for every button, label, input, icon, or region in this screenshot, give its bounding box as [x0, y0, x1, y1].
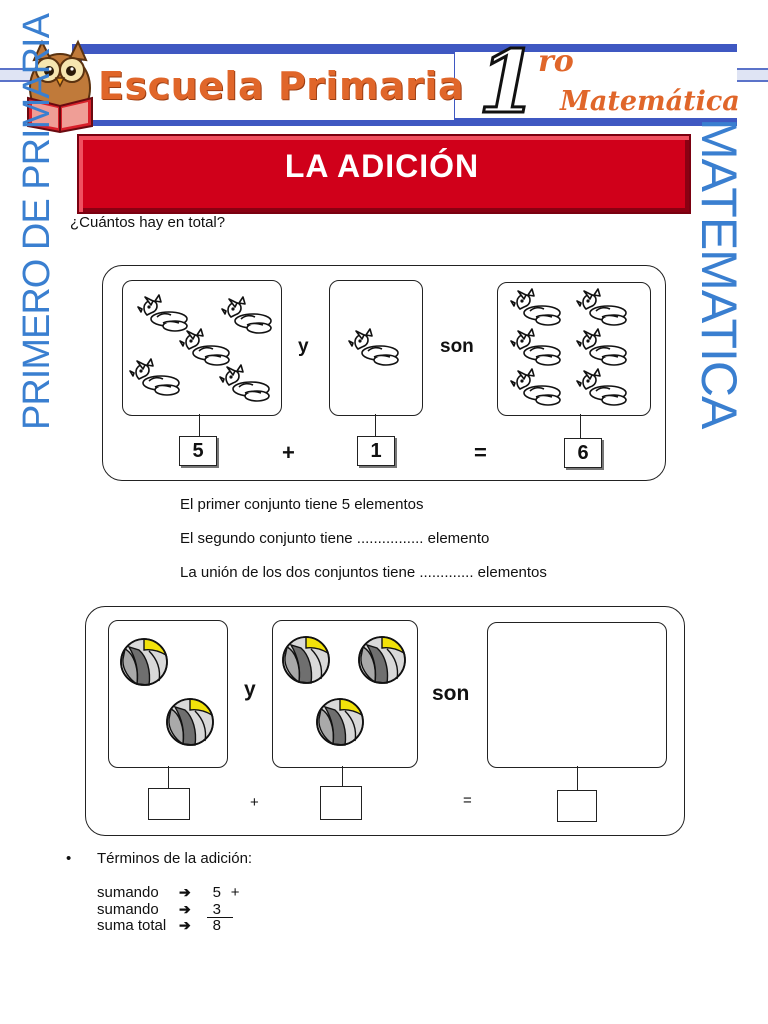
duck-icon	[576, 287, 632, 327]
duck-icon	[129, 357, 185, 397]
term-row	[97, 901, 229, 918]
school-name: Escuela Primaria	[98, 64, 465, 108]
connector-line	[199, 414, 200, 436]
side-label-subject: MATEMATICA	[691, 118, 747, 429]
answer-box-total[interactable]	[557, 790, 597, 822]
set-2-box	[329, 280, 423, 416]
count-box-1: 5	[179, 436, 217, 466]
grade-number: 1	[478, 32, 538, 133]
connector-line	[375, 414, 376, 436]
plus-sign: +	[282, 440, 295, 465]
duck-icon	[576, 327, 632, 367]
arrow-right-icon: ➔	[179, 884, 191, 900]
answer-box-1[interactable]	[148, 788, 190, 820]
arrow-right-icon: ➔	[179, 901, 191, 917]
connector-line	[342, 766, 343, 786]
ball-union-box[interactable]	[487, 622, 667, 768]
connector-line	[168, 766, 169, 788]
term-label: sumando	[97, 884, 159, 901]
duck-icon	[348, 327, 404, 367]
term-label: suma total	[97, 917, 167, 934]
word-are-1: son	[440, 336, 474, 357]
count-box-2: 1	[357, 436, 395, 466]
side-label-grade: PRIMERO DE PRIMARIA	[16, 14, 58, 430]
duck-icon	[510, 367, 566, 407]
total-box: 6	[564, 438, 602, 468]
term-row	[97, 884, 240, 901]
term-row	[97, 917, 229, 934]
term-value: 5	[212, 884, 221, 901]
connector-line	[580, 414, 581, 438]
word-and-1: y	[298, 336, 309, 357]
grade-suffix: ro	[538, 44, 574, 79]
sentence-2: El segundo conjunto tiene ................ elemento	[180, 530, 490, 547]
question-text: ¿Cuántos hay en total?	[70, 214, 226, 231]
word-are-2: son	[432, 682, 470, 705]
sentence-3: La unión de los dos conjuntos tiene ............. elementos	[180, 564, 547, 581]
equals-sign: =	[474, 440, 487, 465]
duck-icon	[219, 363, 275, 403]
sentence-1: El primer conjunto tiene 5 elementos	[180, 496, 424, 513]
term-label: sumando	[97, 901, 159, 918]
answer-box-2[interactable]	[320, 786, 362, 820]
duck-icon	[510, 327, 566, 367]
beach-ball-icon	[119, 637, 169, 687]
plus-sign: +	[250, 794, 259, 811]
beach-ball-icon	[315, 697, 365, 747]
beach-ball-icon	[357, 635, 407, 685]
duck-icon	[179, 327, 235, 367]
union-set-box	[497, 282, 651, 416]
subject-label: Matemática	[560, 86, 740, 117]
bullet-point: •	[66, 850, 72, 867]
connector-line	[577, 766, 578, 790]
term-value: 8	[212, 917, 221, 934]
duck-icon	[576, 367, 632, 407]
ball-set-2-box	[272, 620, 418, 768]
arrow-right-icon: ➔	[179, 917, 191, 933]
word-and-2: y	[244, 678, 256, 701]
ball-set-1-box	[108, 620, 228, 768]
duck-icon	[510, 287, 566, 327]
page-title: LA ADICIÓN	[284, 148, 480, 184]
beach-ball-icon	[281, 635, 331, 685]
term-value: 3	[212, 901, 221, 918]
equals-sign: =	[463, 792, 472, 809]
beach-ball-icon	[165, 697, 215, 747]
set-1-box	[122, 280, 282, 416]
terms-heading: Términos de la adición:	[97, 850, 253, 867]
term-operator: +	[230, 884, 240, 901]
